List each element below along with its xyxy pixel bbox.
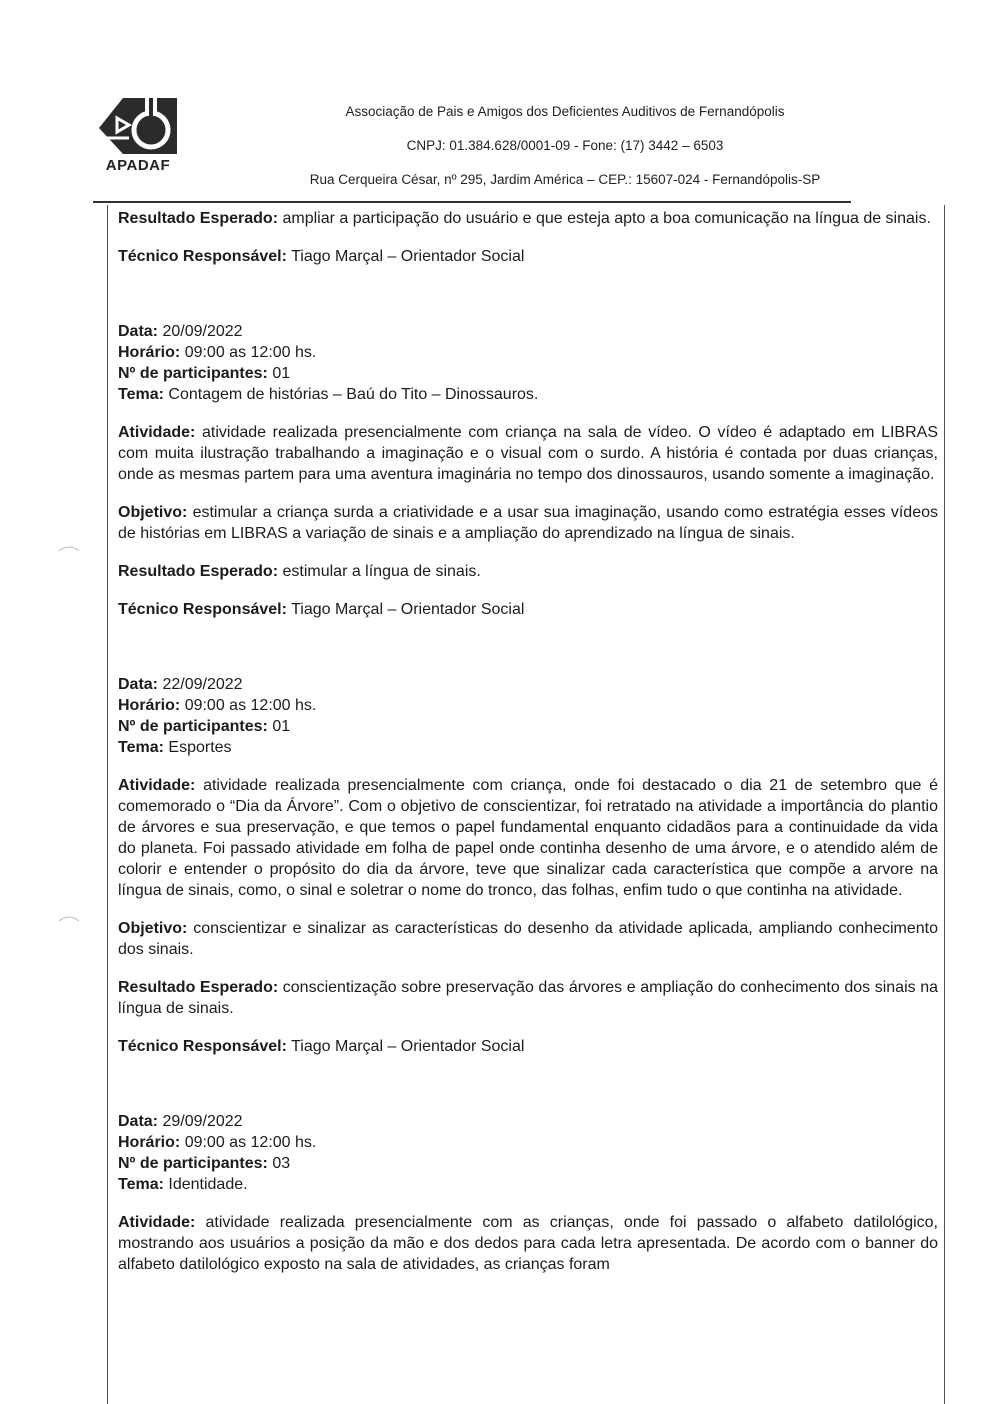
- cnpj-phone: CNPJ: 01.384.628/0001-09 - Fone: (17) 3442 – 6503: [406, 138, 724, 153]
- entry-date: [118, 674, 938, 695]
- participants-value: 03: [272, 1155, 291, 1172]
- resultado-text: ampliar a participação do usuário e que esteja apto a boa comunicação na língua de sinais.: [282, 210, 931, 227]
- label-objetivo: Objetivo:: [118, 920, 188, 937]
- label-resultado: Resultado Esperado:: [118, 210, 279, 227]
- report-body: [118, 208, 938, 1275]
- activity-text: atividade realizada presencialmente com as crianças, onde foi passado o alfabeto datilológico, mostrando aos usuários a posição da mão e dos dedos para cada letra apresentada. De acordo com o banner do alfabeto datilológico exposto na sala de atividades, as crianças foram: [118, 1214, 938, 1273]
- entry-activity: [118, 1212, 938, 1275]
- participants-value: 01: [272, 718, 291, 735]
- entry-theme: [118, 384, 938, 405]
- label-atividade: Atividade:: [118, 777, 196, 794]
- entry-theme: [118, 1174, 938, 1195]
- frame-left-border: [107, 205, 108, 1404]
- label-horario: Horário:: [118, 344, 181, 361]
- label-tecnico: Técnico Responsável:: [118, 601, 287, 618]
- label-participantes: Nº de participantes:: [118, 718, 268, 735]
- logo-text: APADAF: [105, 157, 171, 174]
- label-tecnico: Técnico Responsável:: [118, 248, 287, 265]
- scan-mark: [58, 910, 80, 920]
- label-horario: Horário:: [118, 1134, 181, 1151]
- entry-activity: [118, 422, 938, 485]
- address: Rua Cerqueira César, nº 295, Jardim América – CEP.: 15607-024 - Fernandópolis-SP: [309, 172, 821, 187]
- entry-date: [118, 321, 938, 342]
- entry-time: [118, 342, 938, 363]
- entry-theme: [118, 737, 938, 758]
- entry-result: [118, 561, 938, 582]
- label-data: Data:: [118, 323, 159, 340]
- date-value: 20/09/2022: [162, 323, 243, 340]
- objective-text: estimular a criança surda a criatividade e a usar sua imaginação, usando como estratégia esses vídeos de histórias em LIBRAS a variação de sinais e a ampliação do aprendizado na língua de sinais.: [118, 504, 938, 542]
- result-text: estimular a língua de sinais.: [282, 563, 481, 580]
- theme-value: Identidade.: [168, 1176, 248, 1193]
- label-atividade: Atividade:: [118, 1214, 196, 1231]
- top-resultado: [118, 208, 938, 229]
- entry-responsible: [118, 1036, 938, 1057]
- top-tecnico: [118, 246, 938, 267]
- label-resultado: Resultado Esperado:: [118, 979, 279, 996]
- activity-text: atividade realizada presencialmente com criança na sala de vídeo. O vídeo é adaptado em LIBRAS com muita ilustração trabalhando a imaginação e o visual com o surdo. A história é contada por duas crianças, onde as mesmas partem para uma aventura imaginária no tempo dos dinossauros, usando somente a imaginação.: [118, 424, 938, 483]
- entry-objective: [118, 918, 938, 960]
- entry-2022-09-29: [118, 1111, 938, 1275]
- label-resultado: Resultado Esperado:: [118, 563, 279, 580]
- participants-value: 01: [272, 365, 291, 382]
- label-tema: Tema:: [118, 386, 164, 403]
- entry-result: [118, 977, 938, 1019]
- entry-time: [118, 695, 938, 716]
- time-value: 09:00 as 12:00 hs.: [184, 1134, 317, 1151]
- time-value: 09:00 as 12:00 hs.: [184, 344, 317, 361]
- apadaf-logo: [93, 94, 183, 174]
- entry-participants: [118, 1153, 938, 1174]
- header-divider: [93, 201, 851, 203]
- theme-value: Esportes: [168, 739, 232, 756]
- activity-text: atividade realizada presencialmente com criança, onde foi destacado o dia 21 de setembro que é comemorado o “Dia da Árvore”. Com o objetivo de conscientizar, foi retratado na atividade a importância do plantio de árvores e sua preservação, e que temos o papel fundamental enquanto cidadãos para a continuidade da vida do planeta. Foi passado atividade em folha de papel onde continha desenho de uma árvore, e o atendido além de colorir e entender o propósito do dia da árvore, teve que sinalizar cada característica que compõe a arvore na língua de sinais, como, o sinal e soletrar o nome do tronco, das folhas, enfim tudo o que continha na atividade.: [118, 777, 938, 899]
- time-value: 09:00 as 12:00 hs.: [184, 697, 317, 714]
- label-participantes: Nº de participantes:: [118, 365, 268, 382]
- entry-responsible: [118, 599, 938, 620]
- label-atividade: Atividade:: [118, 424, 196, 441]
- theme-value: Contagem de histórias – Baú do Tito – Dinossauros.: [168, 386, 539, 403]
- label-participantes: Nº de participantes:: [118, 1155, 268, 1172]
- entry-activity: [118, 775, 938, 901]
- entry-participants: [118, 363, 938, 384]
- responsible-text: Tiago Marçal – Orientador Social: [291, 601, 525, 618]
- entry-2022-09-20: [118, 321, 938, 620]
- entry-participants: [118, 716, 938, 737]
- entry-2022-09-22: [118, 674, 938, 1057]
- label-tema: Tema:: [118, 1176, 164, 1193]
- entry-date: [118, 1111, 938, 1132]
- frame-right-border: [944, 205, 945, 1404]
- objective-text: conscientizar e sinalizar as características do desenho da atividade aplicada, ampliando conhecimento dos sinais.: [118, 920, 939, 958]
- label-tema: Tema:: [118, 739, 164, 756]
- label-tecnico: Técnico Responsável:: [118, 1038, 287, 1055]
- ear-symbol-icon: [93, 94, 183, 158]
- label-data: Data:: [118, 1113, 159, 1130]
- entry-time: [118, 1132, 938, 1153]
- scan-mark: [58, 540, 80, 550]
- date-value: 22/09/2022: [162, 676, 243, 693]
- label-horario: Horário:: [118, 697, 181, 714]
- label-objetivo: Objetivo:: [118, 504, 188, 521]
- date-value: 29/09/2022: [162, 1113, 243, 1130]
- org-name: Associação de Pais e Amigos dos Deficientes Auditivos de Fernandópolis: [345, 104, 785, 119]
- tecnico-text: Tiago Marçal – Orientador Social: [291, 248, 525, 265]
- label-data: Data:: [118, 676, 159, 693]
- responsible-text: Tiago Marçal – Orientador Social: [291, 1038, 525, 1055]
- entry-objective: [118, 502, 938, 544]
- result-text: conscientização sobre preservação das árvores e ampliação do conhecimento dos sinais na língua de sinais.: [118, 979, 939, 1017]
